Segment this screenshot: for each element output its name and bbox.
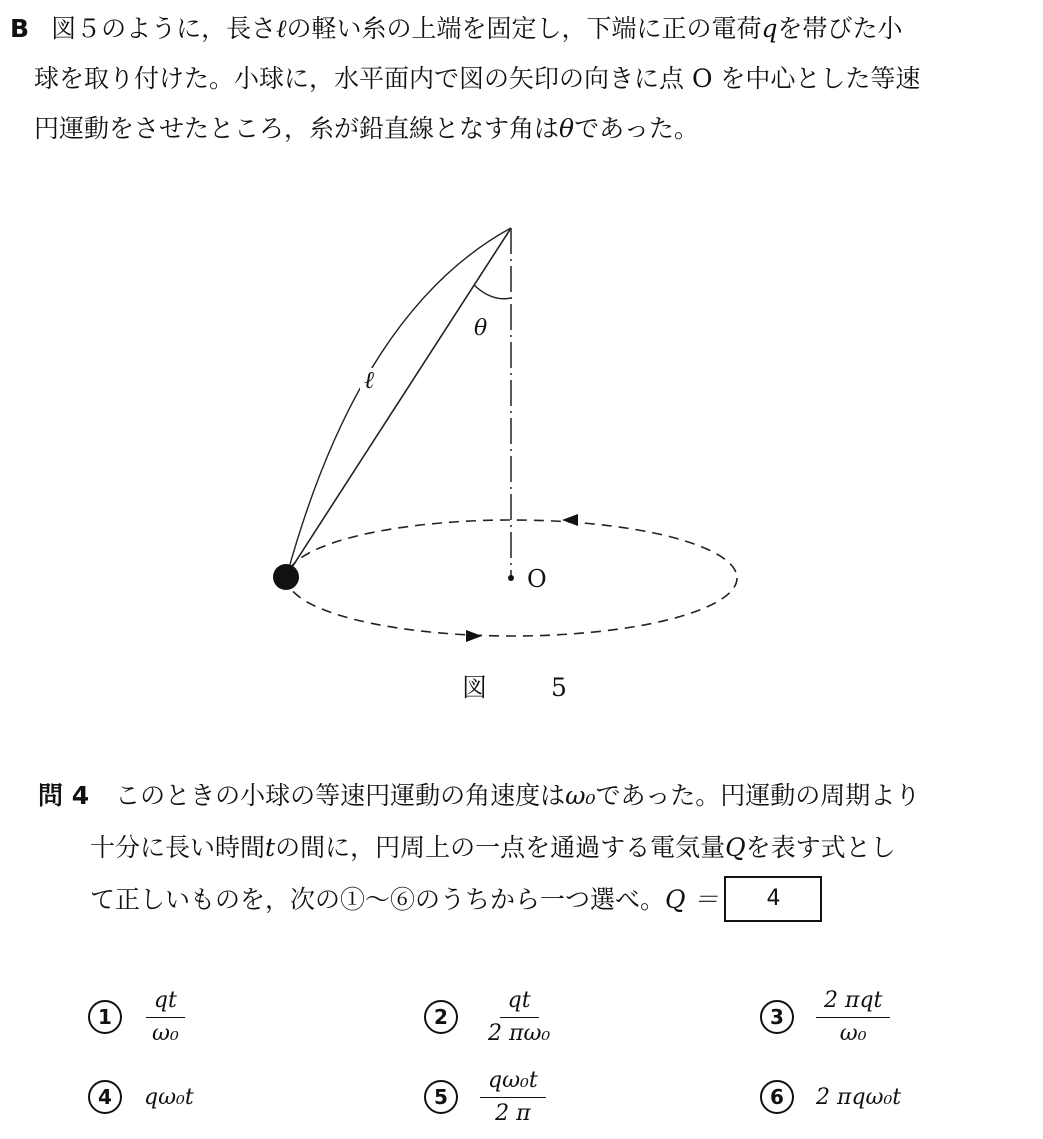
string (287, 228, 511, 575)
angle-arc (474, 285, 511, 299)
intro-line-3: 円運動をさせたところ，糸が鉛直線となす角はθであった。 (34, 114, 699, 143)
answer-box[interactable]: 4 (724, 876, 822, 922)
choice-number: 5 (424, 1080, 458, 1114)
choice-4[interactable] (88, 1062, 194, 1132)
problem-intro (10, 4, 1040, 154)
question-line-2: 十分に長い時間tの間に，円周上の一点を通過する電気量Qを表す式とし (90, 833, 896, 862)
section-label: B (10, 14, 30, 43)
choice-fraction: $\frac{qt}{\text{2 πω₀}}$ (488, 987, 551, 1046)
charged-ball (273, 564, 299, 590)
choice-5[interactable] (424, 1062, 546, 1132)
choice-2[interactable] (424, 982, 558, 1052)
intro-line-2: 球を取り付けた。小球に，水平面内で図の矢印の向きに点 O を中心とした等速 (34, 64, 921, 93)
center-label: O (527, 565, 547, 593)
choice-expression: 2 πqω₀t (816, 1084, 902, 1110)
question-4 (38, 770, 1038, 926)
angle-label: θ (474, 316, 488, 341)
pendulum-diagram (0, 190, 1043, 730)
question-line-1: 問 4 このときの小球の等速円運動の角速度はω₀であった。円運動の周期より (38, 781, 921, 810)
figure-5 (0, 190, 1043, 730)
choice-expression: qω₀t (144, 1084, 194, 1110)
direction-arrow-top (562, 514, 578, 526)
choice-number: 2 (424, 1000, 458, 1034)
length-label: ℓ (364, 366, 374, 394)
choice-fraction: $\frac{\text{qω₀t}}{2 \pi}$ (480, 1068, 546, 1127)
choice-1[interactable] (88, 982, 187, 1052)
choice-number: 1 (88, 1000, 122, 1034)
figure-caption: 図 5 (462, 673, 595, 702)
question-label: 問 4 (38, 781, 90, 810)
choice-fraction: $\frac{\text{2 πqt}}{\text{ω₀}}$ (816, 988, 890, 1047)
choice-3[interactable] (760, 982, 890, 1052)
answer-choices (88, 982, 1038, 1132)
choice-number: 6 (760, 1080, 794, 1114)
choice-number: 4 (88, 1080, 122, 1114)
choice-6[interactable] (760, 1062, 901, 1132)
direction-arrow-bottom (466, 630, 482, 642)
choice-fraction: $\frac{qt}{\text{ω₀}}$ (144, 988, 187, 1047)
question-line-3: て正しいものを，次の①～⑥のうちから一つ選べ。Q ＝ 4 (38, 874, 1038, 926)
center-point (508, 575, 514, 581)
intro-line-1: B 図５のように，長さℓの軽い糸の上端を固定し，下端に正の電荷qを帯びた小 (10, 14, 903, 43)
choice-number: 3 (760, 1000, 794, 1034)
